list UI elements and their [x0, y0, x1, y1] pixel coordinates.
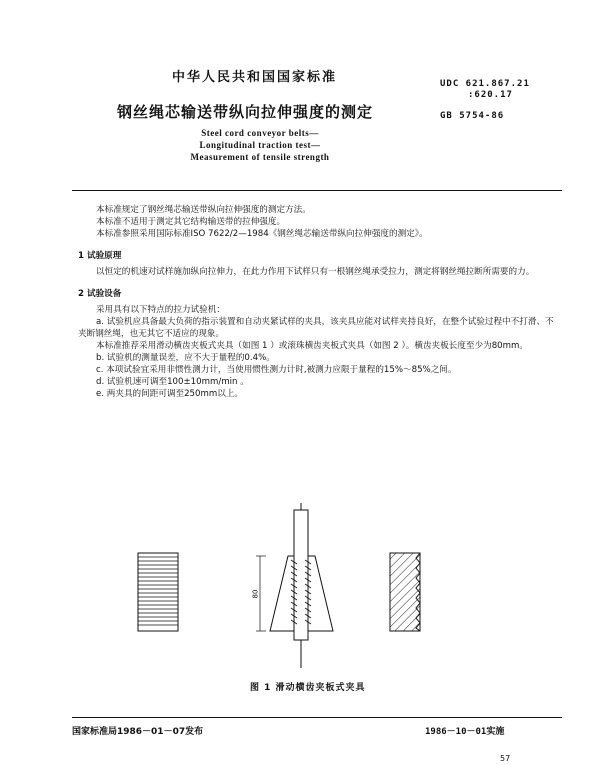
clamp-plate-section — [390, 553, 420, 631]
section-2-heading: 2 试验设备 — [78, 289, 122, 299]
section-2-item-c: c. 本项试验宜采用非惯性测力计，当使用惯性测力计时,被测力应限于量程的15%～85%之间。 — [96, 365, 457, 375]
section-2-item-e: e. 两夹具的间距可调至250mm以上。 — [96, 389, 244, 399]
figure-1-caption: 图 1 滑动横齿夹板式夹具 — [250, 683, 366, 693]
document-body — [78, 204, 562, 400]
document-title-chinese: 钢丝绳芯输送带纵向拉伸强度的测定 — [117, 103, 374, 121]
section-2-item-a: a. 试验机应具备最大负荷的指示装置和自动夹紧试样的夹具，该夹具应能对试样夹持良好，在整个试验过程中不打滑、不夹断钢丝绳，也无其它不适应的现象。 — [78, 317, 554, 339]
section-2-item-d: d. 试验机速可调至100±10mm/min 。 — [96, 377, 249, 387]
intro-paragraph: 本标准不适用于测定其它结构输送带的拉伸强度。 — [96, 217, 286, 227]
wedge-clamp — [256, 503, 333, 668]
intro-paragraph: 本标准参照采用国际标准ISO 7622/2—1984《钢丝绳芯输送带纵向拉伸强度的测定》。 — [96, 229, 428, 239]
dimension-label: 80 — [251, 589, 260, 599]
udc-code-suffix: :620.17 — [468, 90, 513, 100]
issuing-country-standard: 中华人民共和国国家标准 — [172, 70, 338, 85]
effective-date: 1986－10－01实施 — [425, 727, 505, 737]
section-1-heading: 1 试验原理 — [78, 251, 122, 261]
section-1-text: 以恒定的机速对试样施加纵向拉伸力，在此力作用下试样只有一根钢丝绳承受拉力，测定将钢丝绳拉断所需要的力。 — [96, 267, 535, 277]
title-en-line: Longitudinal traction test— — [199, 140, 321, 150]
title-en-line: Steel cord conveyor belts— — [201, 128, 319, 138]
page-number: 57 — [500, 754, 511, 763]
issue-date: 国家标准局1986－01－07发布 — [72, 727, 204, 737]
title-en-line: Measurement of tensile strength — [190, 152, 330, 162]
figure-1-drawing — [120, 498, 460, 673]
udc-code: UDC 621.867.21 — [440, 79, 530, 89]
document-title-english — [160, 127, 360, 163]
header-divider — [72, 190, 562, 191]
section-2-note: 本标准推荐采用滑动横齿夹板式夹具（如图 1 ）或滚珠横齿夹板式夹具（如图 2 ）。横齿夹板长度至少为80mm。 — [96, 341, 528, 351]
section-2-item-b: b. 试验机的测量误差，应不大于量程的0.4%。 — [96, 353, 275, 363]
footer-divider — [72, 717, 562, 718]
section-2-lead: 采用具有以下特点的拉力试验机： — [96, 305, 225, 315]
gb-standard-number: GB 5754-86 — [440, 111, 505, 121]
clamp-plate-face — [138, 553, 178, 631]
intro-paragraph: 本标准规定了钢丝绳芯输送带纵向拉伸强度的测定方法。 — [96, 205, 311, 215]
